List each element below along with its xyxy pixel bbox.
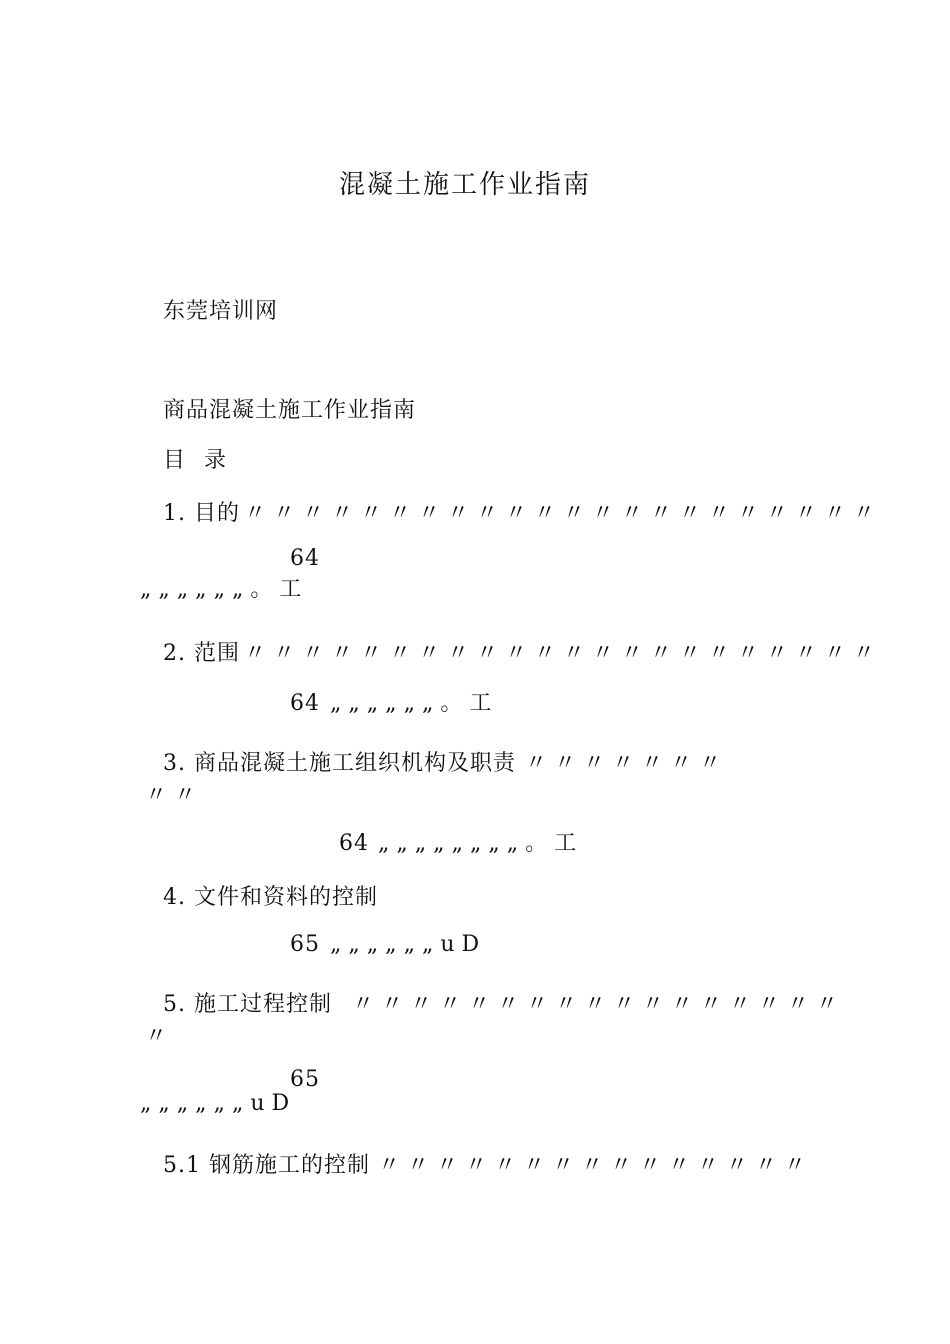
toc-entry-label: 5.1 钢筋施工的控制: [163, 1153, 370, 1178]
toc-entry-leader: 〃 〃 〃 〃 〃 〃 〃 〃 〃 〃 〃 〃 〃 〃 〃 〃 〃: [352, 992, 838, 1017]
toc-heading: 目 录: [163, 448, 232, 473]
toc-entry-page: 65: [290, 1067, 320, 1092]
toc-entry-leader-continued: 〃: [145, 1024, 168, 1049]
source-name: 东莞培训网: [163, 299, 279, 324]
toc-entry-page: 64: [290, 691, 320, 716]
toc-entry-label: 4. 文件和资料的控制: [163, 885, 378, 910]
toc-entry-label: 5. 施工过程控制: [163, 992, 332, 1017]
toc-entry-leader-continued: 〃 〃: [145, 783, 196, 808]
toc-entry-page: 64: [339, 831, 369, 856]
toc-entry-tail: „ „ „ „ „ „ u D: [140, 1091, 290, 1116]
toc-entry-leader: 〃 〃 〃 〃 〃 〃 〃 〃 〃 〃 〃 〃 〃 〃 〃 〃 〃 〃 〃 〃 〃 〃: [244, 501, 875, 526]
toc-entry-label: 2. 范围: [163, 641, 240, 666]
toc-entry-page: 64: [290, 546, 320, 571]
toc-entry-label: 3. 商品混凝土施工组织机构及职责: [163, 751, 516, 776]
document-title: 混凝土施工作业指南: [339, 170, 592, 200]
toc-entry-tail: „ „ „ „ „ „ „ „ 。 工: [378, 831, 577, 856]
toc-entry-tail: „ „ „ „ „ „ 。 工: [330, 691, 492, 716]
toc-entry-leader: 〃 〃 〃 〃 〃 〃 〃: [525, 751, 721, 776]
toc-entry-leader: 〃 〃 〃 〃 〃 〃 〃 〃 〃 〃 〃 〃 〃 〃 〃 〃 〃 〃 〃 〃 〃 〃: [244, 641, 875, 666]
toc-entry-leader: 〃 〃 〃 〃 〃 〃 〃 〃 〃 〃 〃 〃 〃 〃 〃: [378, 1153, 806, 1178]
toc-entry-label: 1. 目的: [163, 501, 240, 526]
subtitle: 商品混凝土施工作业指南: [163, 398, 417, 423]
toc-entry-page: 65: [290, 932, 320, 957]
toc-entry-tail: „ „ „ „ „ „ u D: [330, 932, 480, 957]
toc-entry-tail: „ „ „ „ „ „ 。 工: [140, 577, 302, 602]
